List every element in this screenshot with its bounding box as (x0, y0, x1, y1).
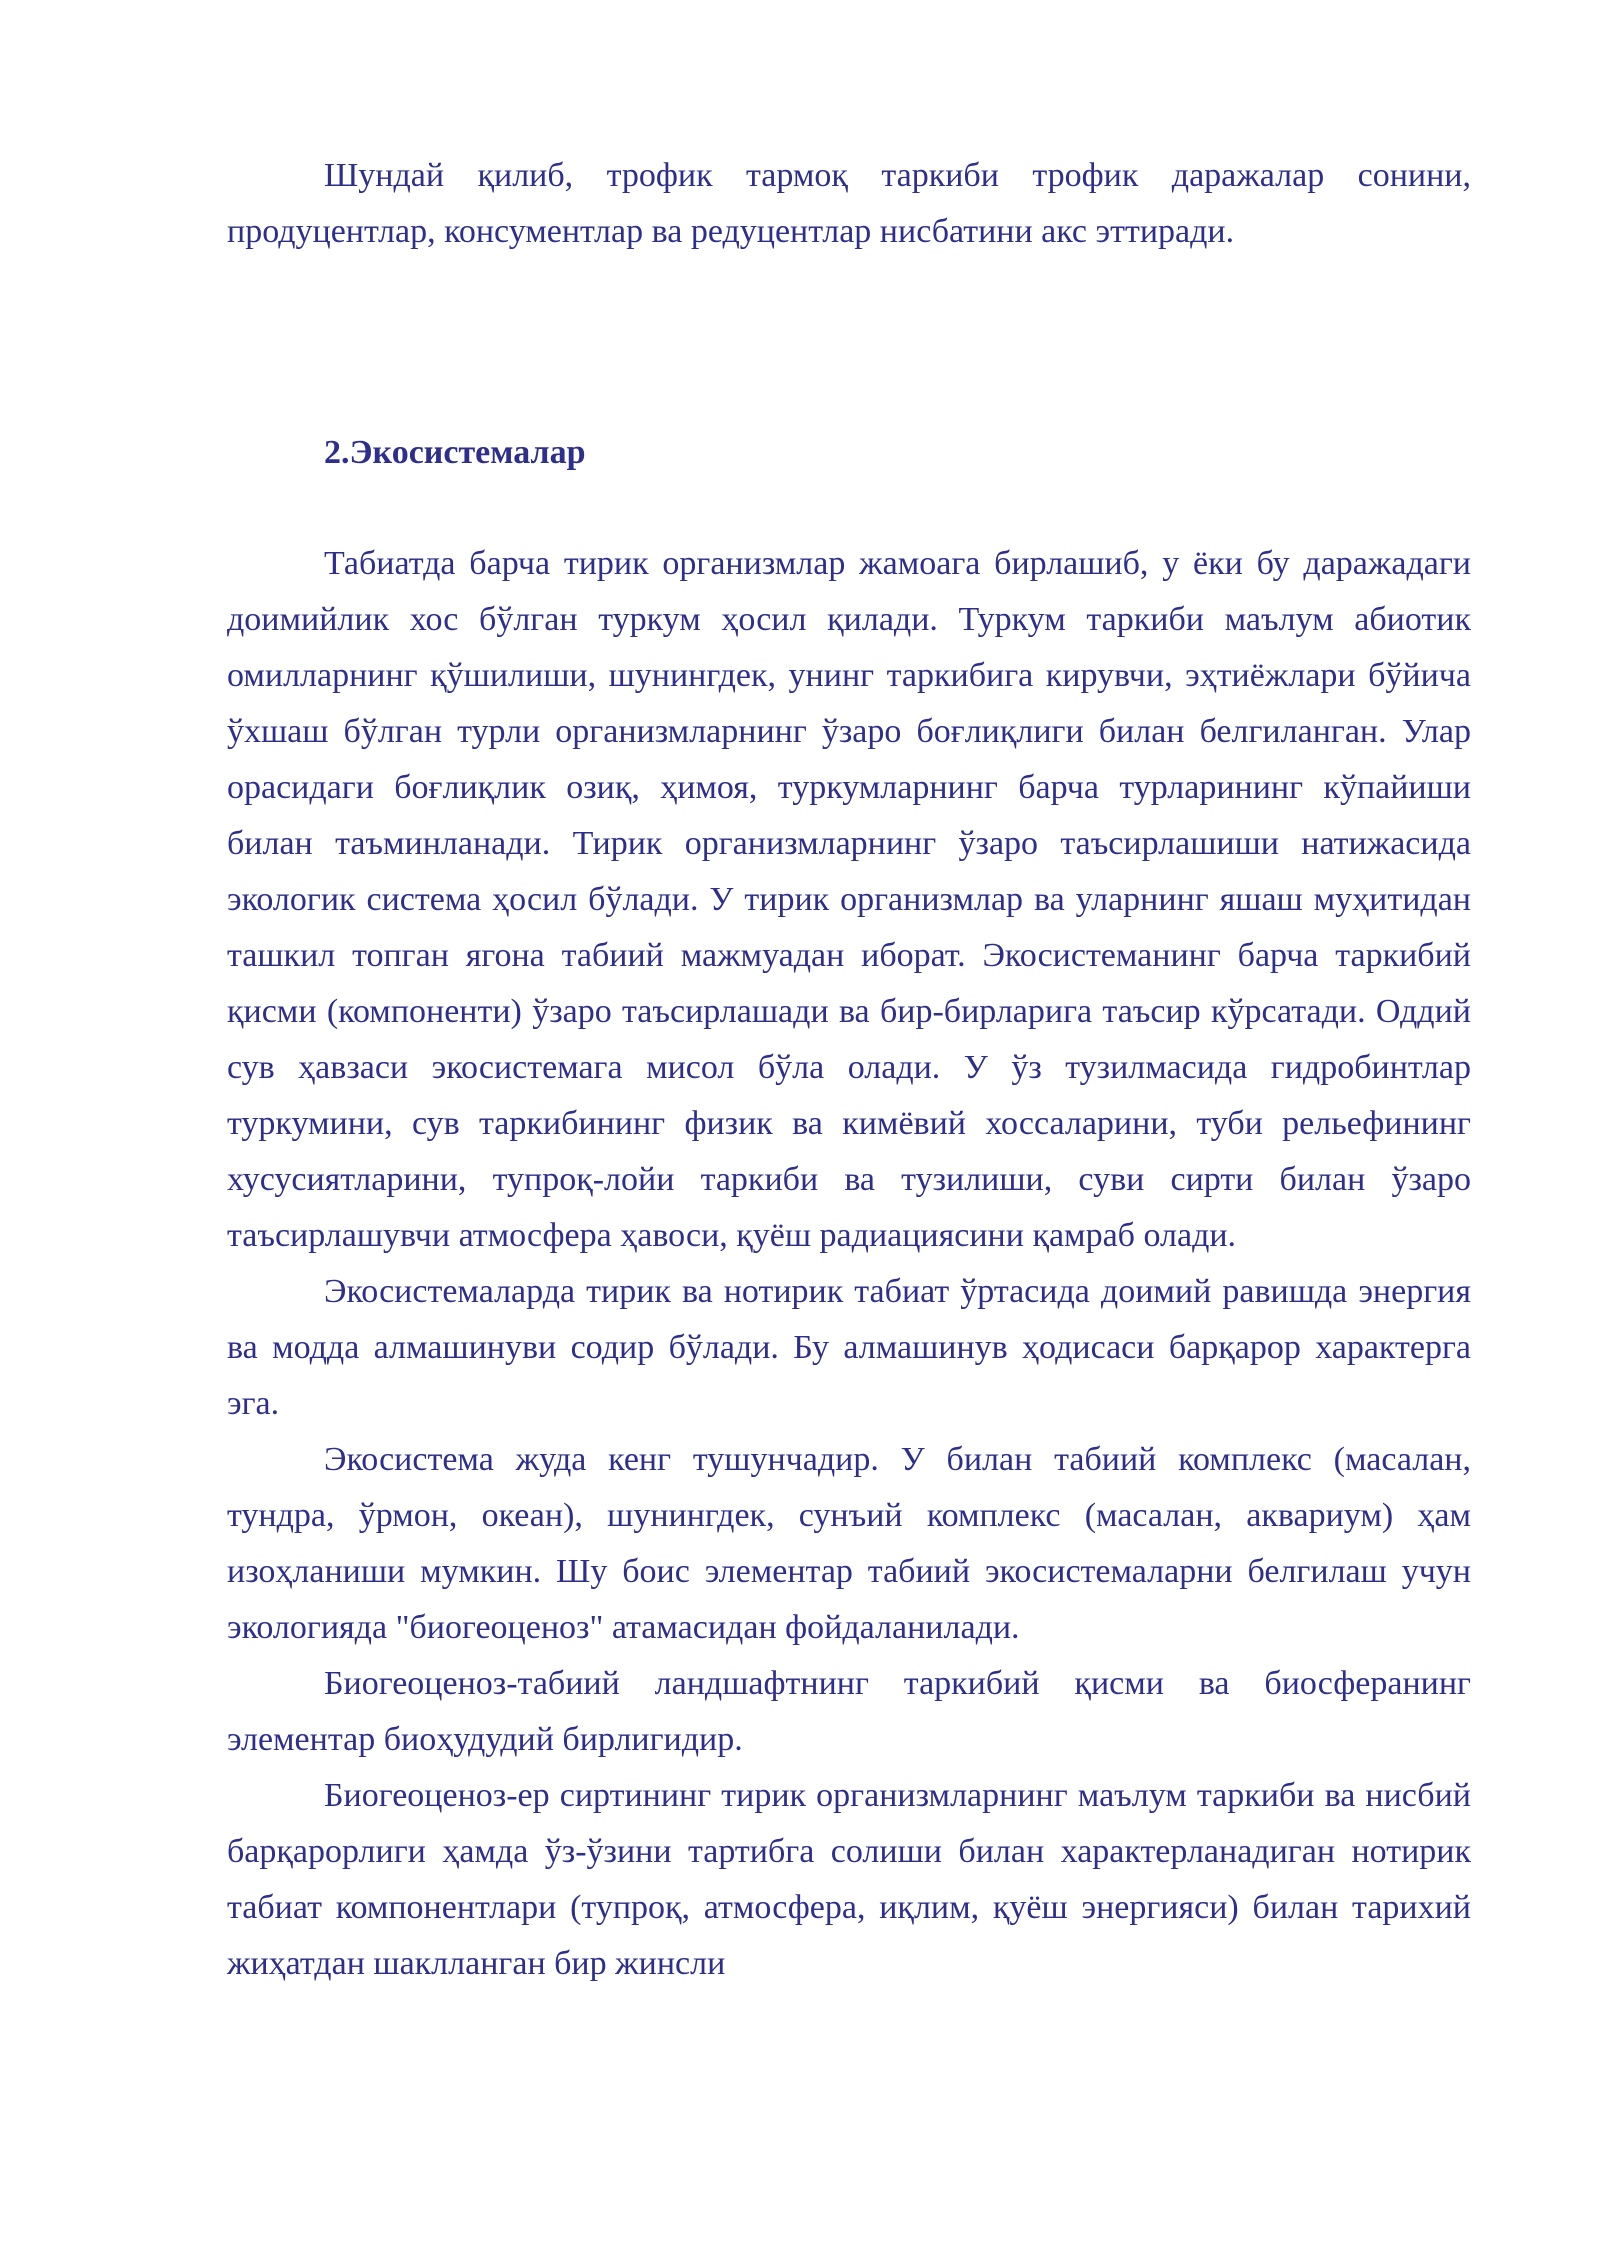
body-paragraph: Биогеоценоз-ер сиртининг тирик организмларнинг маълум таркиби ва нисбий барқарорлиги ҳамда ўз-ўзини тартибга солиши билан характерланадиган нотирик табиат компонентлари (тупроқ, атмосфера, иқлим, қуёш энергияси) билан тарихий жиҳатдан шаклланган бир жинсли (227, 1777, 1471, 1982)
section-body (227, 536, 1471, 1992)
body-paragraph: Биогеоценоз-табиий ландшафтнинг таркибий қисми ва биосферанинг элементар биоҳудудий бирлигидир. (227, 1665, 1471, 1758)
intro-paragraph: Шундай қилиб, трофик тармоқ таркиби трофик даражалар сонини, продуцентлар, консументлар ва редуцентлар нисбатини акс эттиради. (227, 157, 1471, 250)
body-paragraph: Экосистемаларда тирик ва нотирик табиат ўртасида доимий равишда энергия ва модда алмашинуви содир бўлади. Бу алмашинув ҳодисаси барқарор характерга эга. (227, 1273, 1471, 1422)
body-paragraph: Табиатда барча тирик организмлар жамоага бирлашиб, у ёки бу даражадаги доимийлик хос бўлган туркум ҳосил қилади. Туркум таркиби маълум абиотик омилларнинг қўшилиши, шунингдек, унинг таркибига кирувчи, эҳтиёжлари бўйича ўхшаш бўлган турли организмларнинг ўзаро боғлиқлиги билан белгиланган. Улар орасидаги боғлиқлик озиқ, ҳимоя, туркумларнинг барча турларининг кўпайиши билан таъминланади. Тирик организмларнинг ўзаро таъсирлашиши натижасида экологик система ҳосил бўлади. У тирик организмлар ва уларнинг яшаш муҳитидан ташкил топган ягона табиий мажмуадан иборат. Экосистеманинг барча таркибий қисми (компоненти) ўзаро таъсирлашади ва бир-бирларига таъсир кўрсатади. Оддий сув ҳавзаси экосистемага мисол бўла олади. У ўз тузилмасида гидробинтлар туркумини, сув таркибининг физик ва кимёвий хоссаларини, туби рельефининг хусусиятларини, тупроқ-лойи таркиби ва тузилиши, суви сирти билан ўзаро таъсирлашувчи атмосфера ҳавоси, қуёш радиациясини қамраб олади. (227, 545, 1471, 1254)
body-paragraph: Экосистема жуда кенг тушунчадир. У билан табиий комплекс (масалан, тундра, ўрмон, океан), шунингдек, сунъий комплекс (масалан, аквариум) ҳам изоҳланиши мумкин. Шу боис элементар табиий экосистемаларни белгилаш учун экологияда "биогеоценоз" атамасидан фойдаланилади. (227, 1441, 1471, 1646)
section-heading: 2.Экосистемалар (324, 434, 586, 471)
intro-section (227, 148, 1471, 260)
